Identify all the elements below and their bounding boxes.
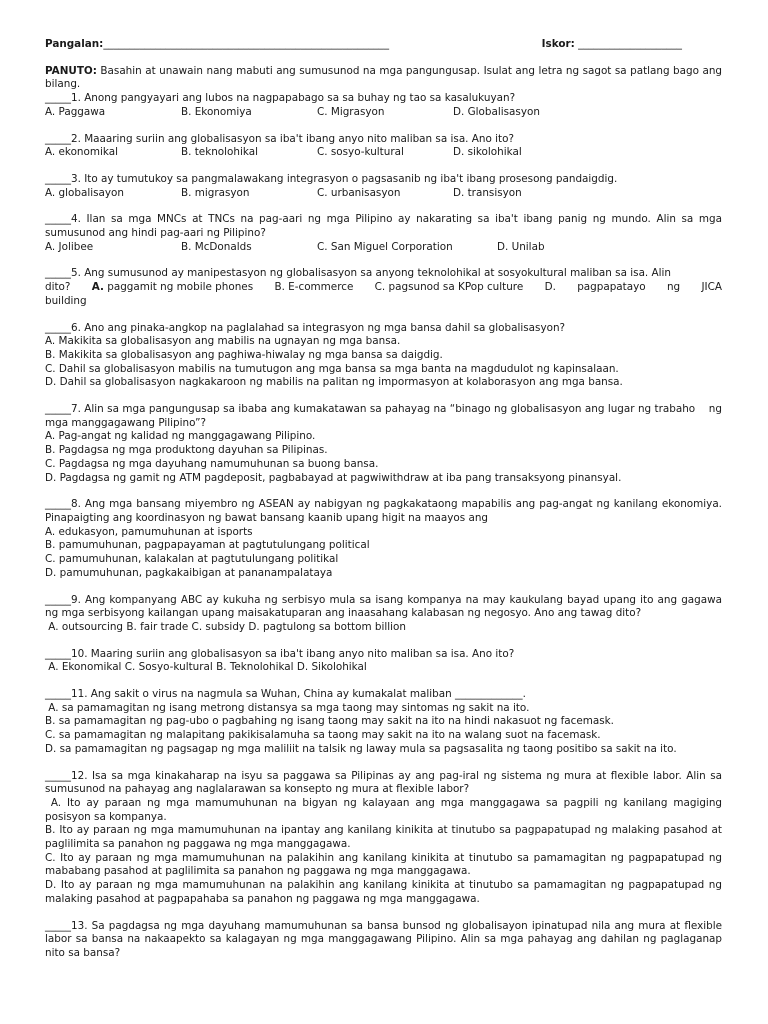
question-stem: _____8. Ang mga bansang miyembro ng ASEAN ay nabigyan ng pagkakataong mapabilis ang pag-angat ng kanilang ekonomiya. Pinapaigting ang koordinasyon ng bawat bansang kaanib upang higit na maayos ang — [45, 498, 722, 524]
choice-d: D. pamumuhunan, pagkakaibigan at pananampalataya — [45, 566, 333, 579]
choices-row — [45, 106, 722, 120]
question-stem: _____6. Ano ang pinaka-angkop na paglalahad sa integrasyon ng mga bansa dahil sa globalisasyon? — [45, 321, 566, 334]
question-1 — [45, 92, 722, 119]
header — [45, 38, 722, 52]
choices-line: A. Ekonomikal C. Sosyo-kultural B. Teknolohikal D. Sikolohikal — [45, 661, 367, 674]
directions-label: PANUTO: — [45, 64, 97, 77]
choices-row — [45, 281, 722, 295]
choice-a: A. Jolibee — [45, 240, 94, 253]
question-11 — [45, 688, 722, 757]
choice-a: A. Pag-angat ng kalidad ng manggagawang Pilipino. — [45, 430, 316, 443]
question-stem: _____13. Sa pagdagsa ng mga dayuhang mamumuhunan sa bansa bunsod ng globalisayon ipinatupad nila ang mura at flexible labor sa bansa na nakaapekto sa kalagayan ng mga manggagawang Pilipino. Alin sa mga pahayag ang dahilan ng paglaganap nito sa bansa? — [45, 919, 722, 959]
question-3 — [45, 173, 722, 200]
choice-c: C. San Miguel Corporation — [317, 240, 453, 253]
choice-d: D. Unilab — [497, 240, 545, 253]
choice-b: B. Ekonomiya — [181, 105, 252, 118]
choices-row — [45, 187, 722, 201]
score-line — [542, 38, 682, 52]
question-stem: _____7. Alin sa mga pangungusap sa ibaba ang kumakatawan sa pahayag na “binago ng globalisasyon ang lugar ng trabaho ng mga manggagawang Pilipino”? — [45, 403, 732, 429]
choice-c: C. pamumuhunan, kalakalan at pagtutulungang politikal — [45, 553, 339, 566]
choice-d-part2: pagpapatayo — [577, 281, 646, 294]
choice-b: B. migrasyon — [181, 186, 250, 199]
score-label: Iskor: — [541, 38, 575, 50]
name-blank[interactable]: _______________________________________________________ — [103, 38, 390, 50]
question-stem: _____11. Ang sakit o virus na nagmula sa Wuhan, China ay kumakalat maliban _____________. — [45, 688, 526, 701]
choice-a-letter: A. — [91, 281, 104, 294]
choice-b: B. Ito ay paraan ng mga mamumuhunan na ipantay ang kanilang kinikita at tinutubo sa pagpapatupad ng malaking pasahod at paglilimita sa panahon ng paggawa ng mga manggagawa. — [45, 824, 722, 851]
choice-b: B. teknolohikal — [181, 146, 258, 159]
choice-d: D. sikolohikal — [453, 146, 522, 159]
question-7 — [45, 403, 732, 485]
choice-b: B. pamumuhunan, pagpapayaman at pagtutulungang political — [45, 539, 370, 552]
stem-end: dito? — [45, 281, 71, 294]
choice-a: A. Paggawa — [45, 105, 106, 118]
choice-d-end: building — [45, 294, 87, 307]
choice-b: B. E-commerce — [274, 281, 354, 294]
worksheet — [45, 38, 732, 974]
choices-row — [45, 146, 722, 160]
choice-a — [92, 281, 253, 295]
choice-a: A. ekonomikal — [45, 146, 118, 159]
choice-c: C. Ito ay paraan ng mga mamumuhunan na palakihin ang kanilang kinikita at tinutubo sa pamamagitan ng pagpapatupad ng mababang pasahod at paglilimita sa panahon ng paggawa ng mga manggagawa. — [45, 851, 722, 878]
choices-row — [45, 241, 722, 255]
question-stem: _____3. Ito ay tumutukoy sa pangmalawakang integrasyon o pagsasanib ng iba't ibang prosesong pandaigdig. — [45, 172, 618, 185]
choice-d: D. Pagdagsa ng gamit ng ATM pagdeposit, pagbabayad at pagwiwithdraw at iba pang transaksyong pinansyal. — [45, 471, 622, 484]
choice-d-part4: JICA — [701, 281, 722, 294]
choice-c: C. Migrasyon — [317, 105, 385, 118]
choices-line: A. outsourcing B. fair trade C. subsidy D. pagtulong sa bottom billion — [45, 620, 406, 633]
question-stem: _____12. Isa sa mga kinakaharap na isyu sa paggawa sa Pilipinas ay ang pag-iral ng sistema ng mura at flexible labor. Alin sa sumusunod na pahayag ang naglalarawan sa konsepto ng mura at flexible labor? — [45, 769, 722, 796]
directions — [45, 65, 722, 120]
choice-c: C. Dahil sa globalisasyon mabilis na tumutugon ang mga bansa sa mga banta na magdudulot ng kapinsalaan. — [45, 362, 619, 375]
question-9 — [45, 594, 722, 635]
question-stem: _____4. Ilan sa mga MNCs at TNCs na pag-aari ng mga Pilipino ay nakarating sa iba't ibang panig ng mundo. Alin sa mga sumusunod ang hindi pag-aari ng Pilipino? — [45, 213, 722, 240]
score-blank[interactable]: ____________________ — [578, 38, 682, 50]
directions-text: Basahin at unawain nang mabuti ang sumusunod na mga pangungusap. Isulat ang letra ng sagot sa patlang bago ang bilang. — [45, 64, 722, 91]
choice-a: A. Makikita sa globalisasyon ang mabilis na ugnayan ng mga bansa. — [45, 335, 401, 348]
name-label: Pangalan: — [45, 38, 104, 50]
choice-a: A. edukasyon, pamumuhunan at isports — [45, 525, 253, 538]
choice-a-text: paggamit ng mobile phones — [107, 281, 254, 294]
question-6 — [45, 322, 722, 391]
question-2 — [45, 133, 722, 160]
question-stem: _____10. Maaring suriin ang globalisasyon sa iba't ibang anyo nito maliban sa isa. Ano ito? — [45, 647, 515, 660]
choice-a: A. sa pamamagitan ng isang metrong distansya sa mga taong may sintomas ng sakit na ito. — [45, 701, 530, 714]
choice-b: B. Pagdagsa ng mga produktong dayuhan sa Pilipinas. — [45, 444, 328, 457]
question-stem: _____2. Maaaring suriin ang globalisasyon sa iba't ibang anyo nito maliban sa isa. Ano ito? — [45, 132, 514, 145]
name-line — [45, 38, 389, 52]
choice-c: C. pagsunod sa KPop culture — [374, 281, 524, 294]
choice-c: C. urbanisasyon — [317, 186, 401, 199]
choice-d: D. transisyon — [453, 186, 522, 199]
choice-c: C. sosyo-kultural — [317, 146, 404, 159]
question-12 — [45, 769, 726, 907]
choice-d-part1: D. — [544, 281, 556, 294]
choice-a: A. globalisayon — [45, 186, 124, 199]
choice-b: B. McDonalds — [181, 240, 252, 253]
question-10 — [45, 648, 722, 675]
question-4 — [45, 213, 722, 254]
choice-d: D. Ito ay paraan ng mga mamumuhunan na palakihin ang kanilang kinikita at tinutubo sa pamamagitan ng pagpapatupad ng malaking pasahod at pagpapahaba sa panahon ng paggawa ng mga manggagawa. — [45, 879, 722, 905]
choice-a: A. Ito ay paraan ng mga mamumuhunan na bigyan ng kalayaan ang mga manggagawa sa pagpili ng kanilang magiging posisyon sa kompanya. — [45, 796, 726, 823]
question-8 — [45, 498, 722, 580]
choice-c: C. sa pamamagitan ng malapitang pakikisalamuha sa taong may sakit na ito na walang suot na facemask. — [45, 729, 601, 742]
choice-b: B. sa pamamagitan ng pag-ubo o pagbahing ng isang taong may sakit na ito na hindi nakasuot ng facemask. — [45, 715, 614, 728]
choice-d-part3: ng — [666, 281, 681, 294]
choice-d: D. Dahil sa globalisasyon nagkakaroon ng mabilis na palitan ng impormasyon at kolaborasyon ang mga bansa. — [45, 376, 623, 389]
choice-d: D. sa pamamagitan ng pagsagap ng mga maliliit na talsik ng laway mula sa pagsasalita ng taong positibo sa sakit na ito. — [45, 742, 677, 755]
question-stem: _____5. Ang sumusunod ay manipestasyon ng globalisasyon sa anyong teknolohikal at sosyokultural maliban sa isa. Alin — [45, 267, 672, 280]
choice-d: D. Globalisasyon — [453, 105, 540, 118]
question-13 — [45, 920, 722, 961]
question-stem: _____9. Ang kompanyang ABC ay kukuha ng serbisyo mula sa isang kompanya na may kaukulang bayad upang ito ang gagawa ng mga serbisyong kailangan upang maisakatuparan ang inaasahang kalabasan ng negosyo. Ano ang tawag dito? — [45, 593, 722, 620]
choice-b: B. Makikita sa globalisasyon ang paghiwa-hiwalay ng mga bansa sa daigdig. — [45, 348, 443, 361]
question-stem: _____1. Anong pangyayari ang lubos na nagpapabago sa sa buhay ng tao sa kasalukuyan? — [45, 92, 516, 105]
question-5 — [45, 267, 722, 308]
choice-c: C. Pagdagsa ng mga dayuhang namumuhunan sa buong bansa. — [45, 457, 379, 470]
